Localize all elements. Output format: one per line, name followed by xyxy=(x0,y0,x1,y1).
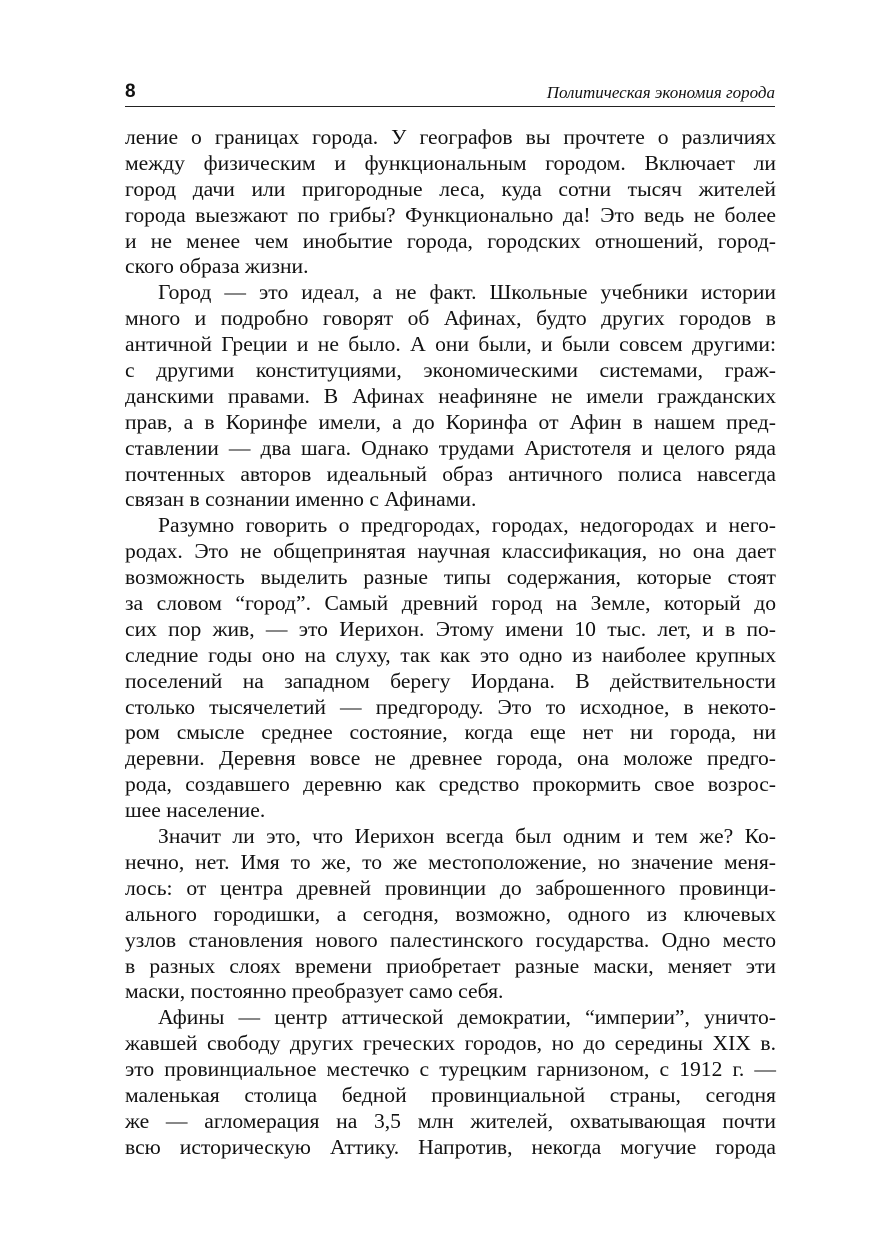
text-line: много и подробно говорят об Афинах, будто других городов в xyxy=(125,306,776,331)
text-line: деревни. Деревня вовсе не древнее города, она моложе предго- xyxy=(125,746,776,771)
text-line: лось: от центра древней провинции до заброшенного провинци- xyxy=(125,875,776,900)
text-line: между физическим и функциональным городом. Включает ли xyxy=(125,150,776,175)
text-line: прав, а в Коринфе имели, а до Коринфа от Афин в нашем пред- xyxy=(125,409,776,434)
text-line: шее население. xyxy=(125,798,266,823)
running-title: Политическая экономия города xyxy=(546,83,775,102)
text-line: же — агломерация на 3,5 млн жителей, охватывающая почти xyxy=(125,1108,776,1133)
text-line: почтенных авторов идеальный образ античного полиса навсегда xyxy=(125,461,776,486)
paragraph xyxy=(125,125,776,280)
text-line: ставлении — два шага. Однако трудами Аристотеля и целого ряда xyxy=(125,435,776,460)
text-line: Город — это идеал, а не факт. Школьные учебники истории xyxy=(158,280,776,305)
paragraph xyxy=(125,1005,776,1160)
text-line: и не менее чем инобытие города, городских отношений, город- xyxy=(125,228,776,253)
page-header xyxy=(125,80,775,107)
text-line: с другими конституциями, экономическими системами, граж- xyxy=(125,358,776,383)
text-line: ление о границах города. У географов вы прочтете о различиях xyxy=(125,125,776,149)
text-line: города выезжают по грибы? Функционально да! Это ведь не более xyxy=(125,202,776,227)
paragraph xyxy=(125,513,776,824)
body-text xyxy=(125,125,776,1161)
paragraph xyxy=(125,280,776,513)
text-line: узлов становления нового палестинского государства. Одно место xyxy=(125,927,776,952)
text-line: маски, постоянно преобразует само себя. xyxy=(125,979,504,1004)
text-line: поселений на западном берегу Иордана. В действительности xyxy=(125,668,776,693)
text-line: маленькая столица бедной провинциальной страны, сегодня xyxy=(125,1082,776,1107)
text-line: в разных слоях времени приобретает разные маски, меняет эти xyxy=(125,953,776,978)
text-line: всю историческую Аттику. Напротив, некогда могучие города xyxy=(125,1134,776,1159)
text-line: следние годы оно на слуху, так как это одно из наиболее крупных xyxy=(125,642,776,667)
text-line: ского образа жизни. xyxy=(125,254,309,279)
paragraph xyxy=(125,824,776,1005)
text-line: сих пор жив, — это Иерихон. Этому имени 10 тыс. лет, и в по- xyxy=(125,616,776,641)
text-line: Значит ли это, что Иерихон всегда был одним и тем же? Ко- xyxy=(158,824,776,849)
text-line: данскими правами. В Афинах неафиняне не имели гражданских xyxy=(125,383,776,408)
text-line: Афины — центр аттической демократии, “империи”, уничто- xyxy=(158,1005,776,1030)
text-line: античной Греции и не было. А они были, и были совсем другими: xyxy=(125,332,776,357)
text-line: возможность выделить разные типы содержания, которые стоят xyxy=(125,565,776,590)
text-line: связан в сознании именно с Афинами. xyxy=(125,487,477,512)
text-line: столько тысячелетий — предгороду. Это то исходное, в некото- xyxy=(125,694,776,719)
page-number: 8 xyxy=(125,81,136,102)
text-line: ром смысле среднее состояние, когда еще нет ни города, ни xyxy=(125,720,776,745)
text-line: за словом “город”. Самый древний город на Земле, который до xyxy=(125,591,776,616)
text-line: ального городишки, а сегодня, возможно, одного из ключевых xyxy=(125,901,776,926)
text-line: жавшей свободу других греческих городов, но до середины XIX в. xyxy=(125,1031,776,1056)
text-line: нечно, нет. Имя то же, то же местоположение, но значение меня- xyxy=(125,849,776,874)
text-line: Разумно говорить о предгородах, городах, недогородах и него- xyxy=(158,513,776,538)
text-line: родах. Это не общепринятая научная классификация, но она дает xyxy=(125,539,776,564)
text-line: город дачи или пригородные леса, куда сотни тысяч жителей xyxy=(125,176,776,201)
text-line: это провинциальное местечко с турецким гарнизоном, с 1912 г. — xyxy=(125,1057,776,1082)
text-line: рода, создавшего деревню как средство прокормить свое возрос- xyxy=(125,772,776,797)
